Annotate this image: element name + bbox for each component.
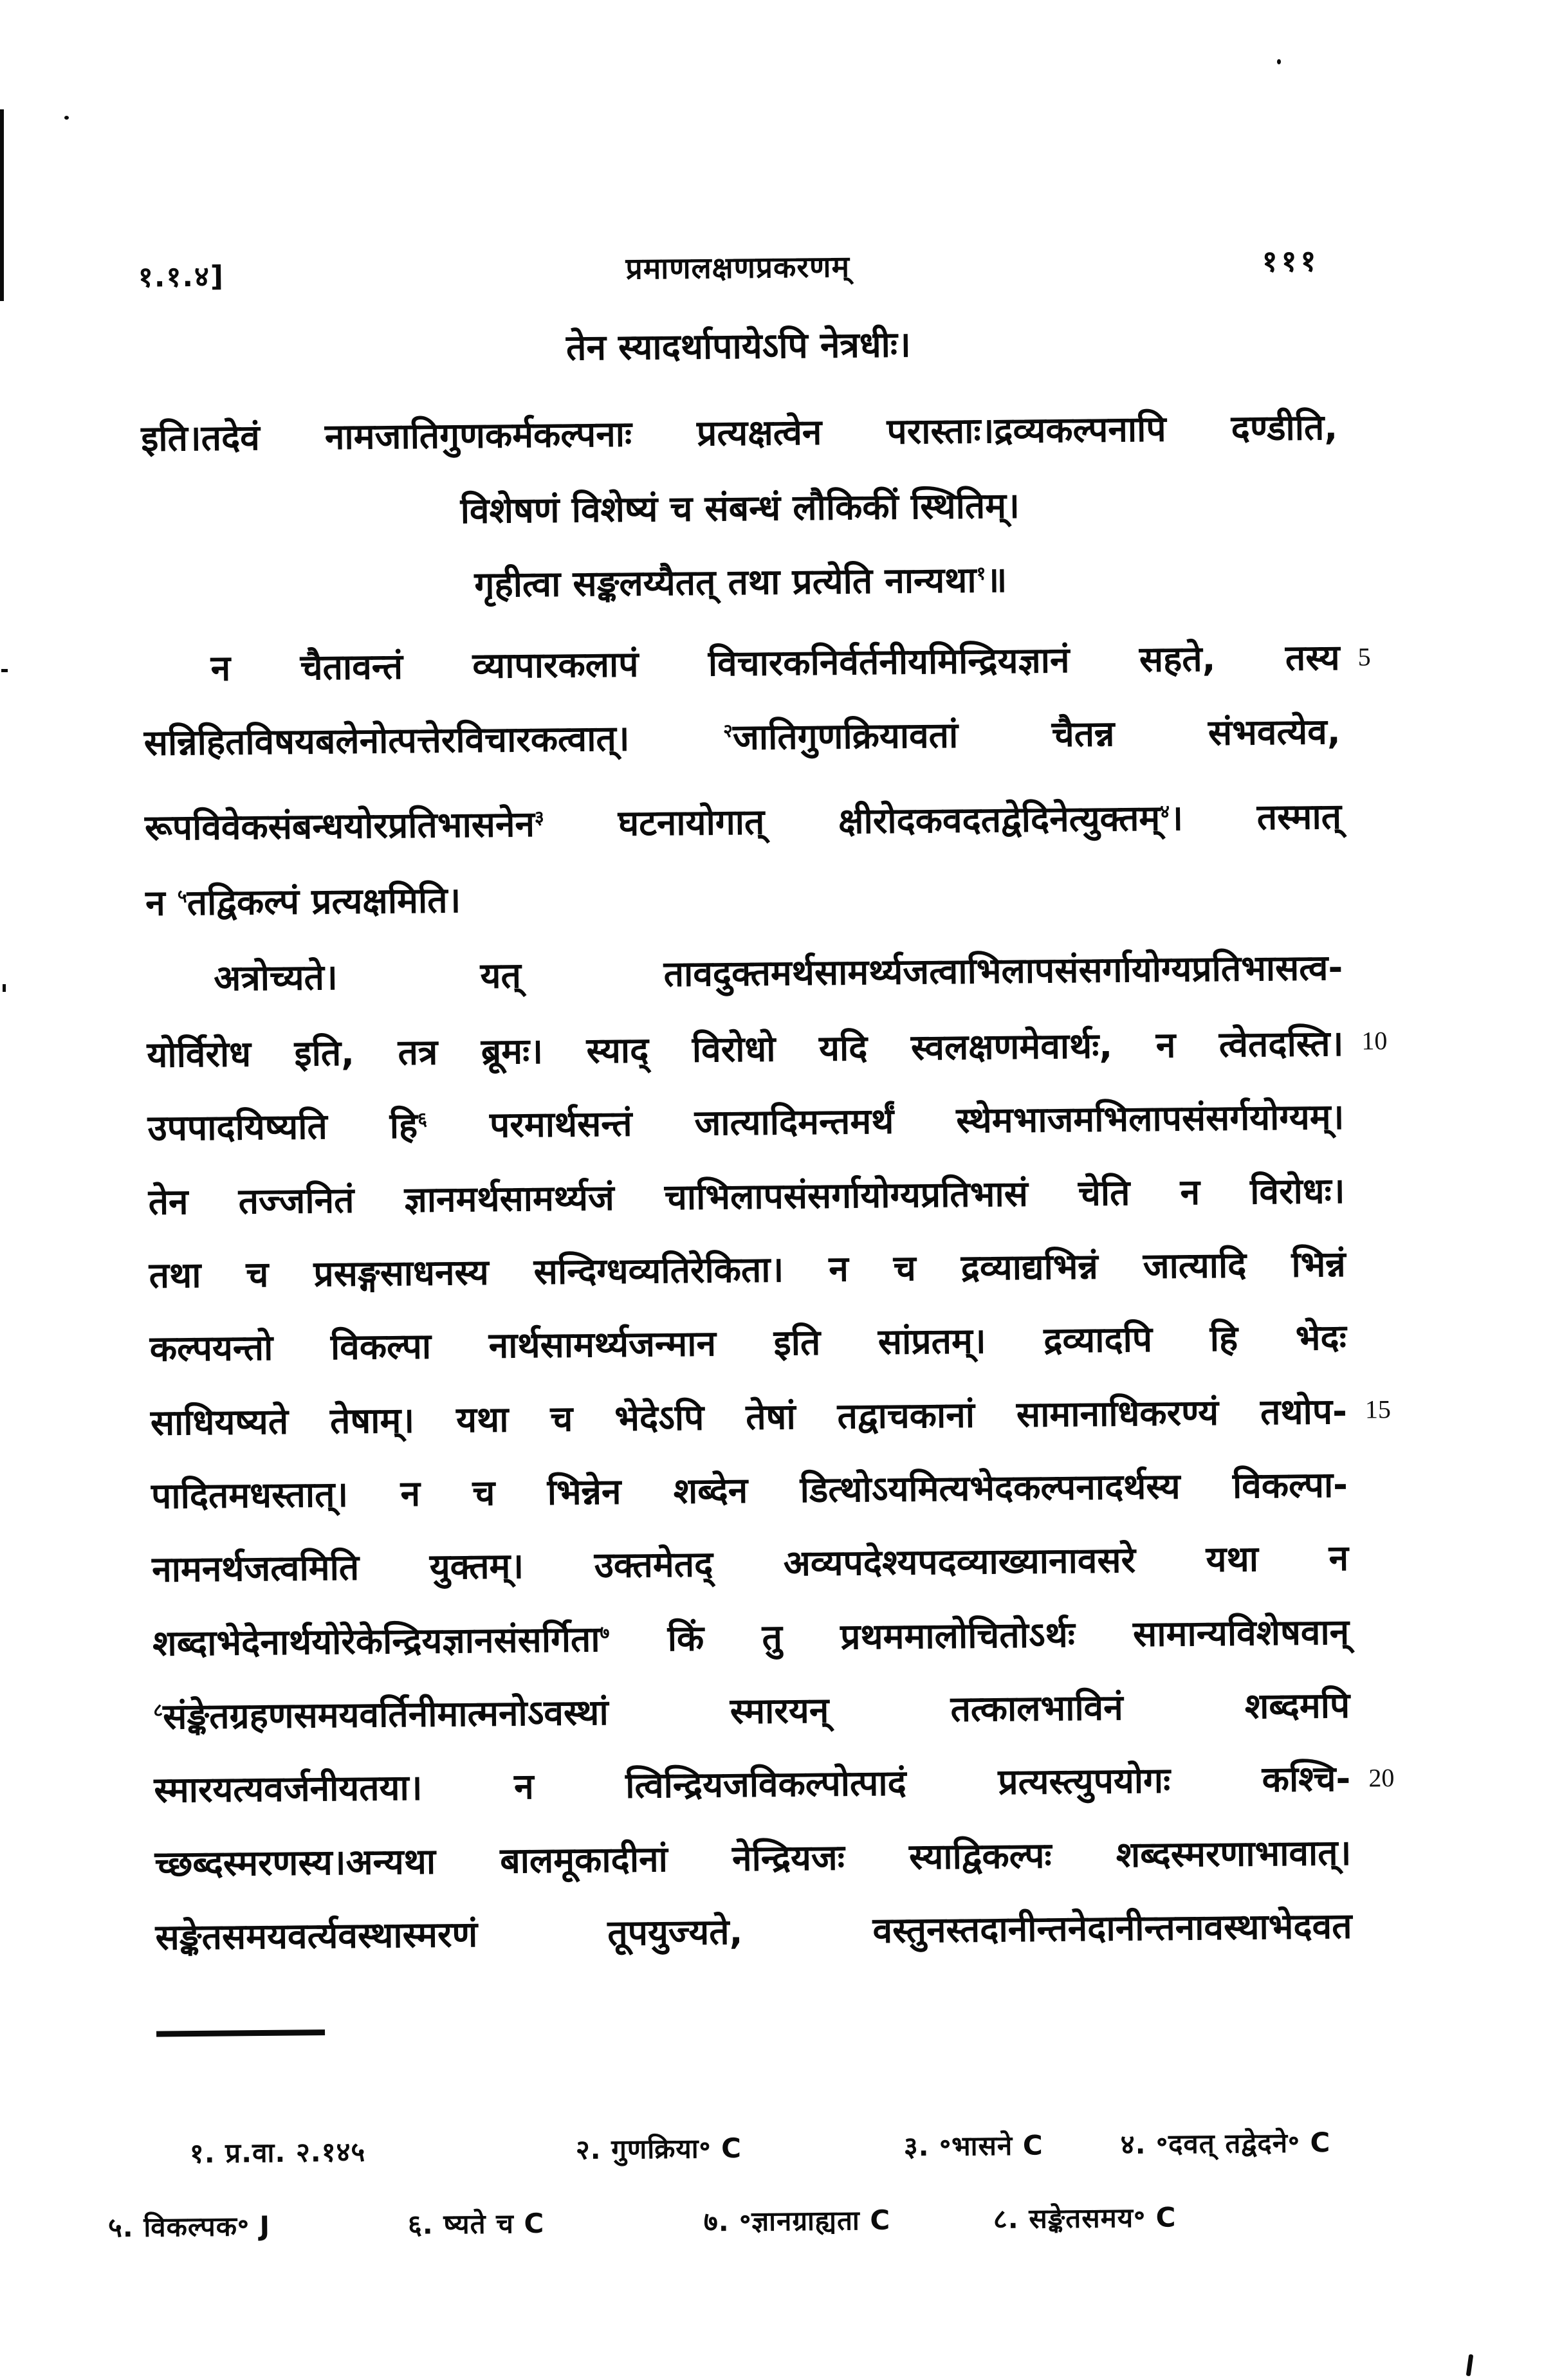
footnote-1: १. प्र.वा. २.१४५: [189, 2136, 366, 2170]
body-text-line: $^८$संङ्केतग्रहणसमयवर्तिनीमात्मनोऽवस्थां स्मारयन् तत्कालभाविनं शब्दमपि: [153, 1684, 1350, 1737]
verse-line: तेन स्यादर्थापायेऽपि नेत्रधीः।: [565, 324, 912, 369]
scan-artifact-left-mark: [3, 984, 6, 992]
footnote-7: ७. ॰ज्ञानग्राह्यता C: [703, 2204, 891, 2238]
header-chapter-title: प्रमाणलक्षणप्रकरणम्: [625, 249, 850, 286]
header-page-number: १११: [1262, 243, 1320, 279]
body-text-line: इति।तदेवं नामजातिगुणकर्मकल्पनाः प्रत्यक्षत्वेन परास्ताः।द्रव्यकल्पनापि दण्डीति,: [140, 406, 1338, 459]
verse-line: गृहीत्वा सङ्कलय्यैतत् तथा प्रत्येति नान्यथा$^१$॥: [474, 558, 1007, 605]
margin-line-number-20: 20: [1368, 1763, 1395, 1793]
body-text-line: सन्निहितविषयबलेनोत्पत्तेरविचारकत्वात्। $^२$जातिगुणक्रियावतां चैतन्न संभवत्येव,: [143, 710, 1341, 764]
footnote-2: २. गुणक्रिया॰ C: [575, 2132, 742, 2166]
footnote-5: ५. विकल्पक॰ J: [107, 2210, 271, 2244]
body-text-line: नामनर्थजत्वमिति युक्तम्। उक्तमेतद् अव्यपदेश्यपदव्याख्यानावसरे यथा न: [151, 1537, 1349, 1590]
body-text-line: न चैतावन्तं व्यापारकलापं विचारकनिर्वर्तनीयमिन्द्रियज्ञानं सहते, तस्य: [210, 636, 1340, 689]
header-section-number: १.१.४]: [138, 260, 225, 294]
margin-line-number-15: 15: [1365, 1395, 1392, 1424]
scan-artifact-left-edge-line: [0, 109, 4, 301]
footnote-6: ६. ष्यते च C: [407, 2207, 545, 2240]
scan-artifact-left-mark: [1, 669, 8, 672]
body-text-line: शब्दाभेदेनार्थयोरेकेन्द्रियज्ञानसंसर्गिता$^७$ किं तु प्रथममालोचितोऽर्थः सामान्यविशेषवान्: [152, 1611, 1350, 1664]
body-text-line: न $^५$तद्विकल्पं प्रत्यक्षमिति।: [145, 879, 461, 924]
footnote-3: ३. ॰भासने C: [903, 2129, 1043, 2163]
footnote-4: ४. ॰दवत् तद्वेदने॰ C: [1120, 2127, 1331, 2161]
body-text-line: उपपादयिष्यति हि$^६$ परमार्थसन्तं जात्यादिमन्तमर्थं स्थेमभाजमभिलापसंसर्गयोग्यम्।: [147, 1095, 1345, 1149]
margin-line-number-10: 10: [1361, 1026, 1388, 1056]
body-text-line: सङ्केतसमयवर्त्यवस्थास्मरणं तूपयुज्यते, वस्तुनस्तदानीन्तनेदानीन्तनावस्थाभेदवत: [155, 1905, 1352, 1958]
footnote-separator-rule: [156, 2029, 325, 2037]
verse-line: विशेषणं विशेष्यं च संबन्धं लौकिकीं स्थितिम्।: [460, 484, 1020, 531]
body-text-line: पादितमधस्तात्। न च भिन्नेन शब्देन डित्थोऽयमित्यभेदकल्पनादर्थस्य विकल्पा-: [151, 1463, 1348, 1517]
footnote-8: ८. सङ्केतसमय॰ C: [993, 2201, 1177, 2235]
body-text-line: अत्रोच्यते। यत् तावदुक्तमर्थसामर्थ्यजत्वाभिलापसंसर्गायोग्यप्रतिभासत्व-: [214, 946, 1343, 999]
body-text-line: साधियष्यते तेषाम्। यथा च भेदेऽपि तेषां तद्वाचकानां सामानाधिकरण्यं तथोप-: [150, 1390, 1348, 1443]
body-text-line: योर्विरोध इति, तत्र ब्रूमः। स्याद् विरोधो यदि स्वलक्षणमेवार्थः, न त्वेतदस्ति।: [147, 1022, 1344, 1076]
body-text-line: रूपविवेकसंबन्धयोरप्रतिभासनेन$^३$ घटनायोगात् क्षीरोदकवदतद्वेदिनेत्युक्तम्$^४$। तस्मात्: [144, 795, 1342, 848]
body-text-line: कल्पयन्तो विकल्पा नार्थसामर्थ्यजन्मान इति सांप्रतम्। द्रव्यादपि हि भेदः: [149, 1316, 1347, 1369]
scan-artifact-speck: [1277, 59, 1281, 64]
scan-artifact-speck: [64, 116, 69, 120]
body-text-line: स्मारयत्यवर्जनीयतया। न त्विन्द्रियजविकल्पोत्पादं प्रत्यस्त्युपयोगः कश्चि-: [154, 1757, 1351, 1811]
body-text-line: तथा च प्रसङ्गसाधनस्य सन्दिग्धव्यतिरेकिता। न च द्रव्याद्यभिन्नं जात्यादि भिन्नं: [149, 1243, 1346, 1296]
body-text-line: तेन तज्जनितं ज्ञानमर्थसामर्थ्यजं चाभिलापसंसर्गायोग्यप्रतिभासं चेति न विरोधः।: [148, 1169, 1345, 1223]
body-text-line: च्छब्दस्मरणस्य।अन्यथा बालमूकादीनां नेन्द्रियजः स्याद्विकल्पः शब्दस्मरणाभावात्।: [154, 1831, 1352, 1885]
margin-line-number-5: 5: [1357, 642, 1371, 672]
